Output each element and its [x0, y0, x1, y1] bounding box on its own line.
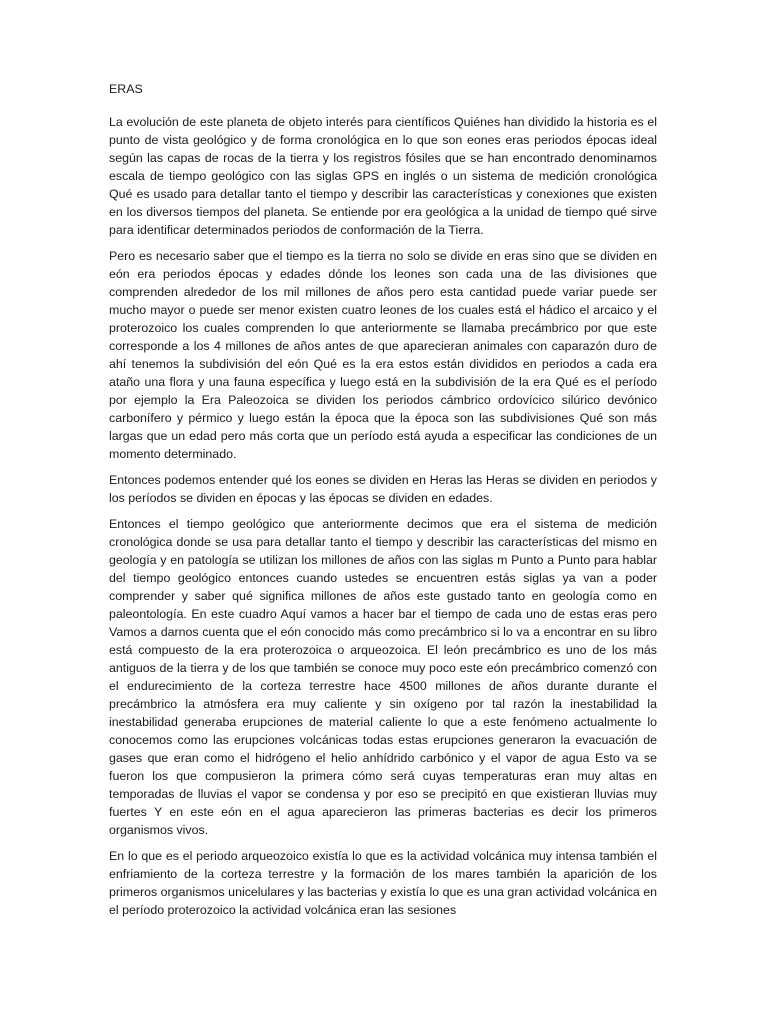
paragraph-3: Entonces podemos entender qué los eones se dividen en Heras las Heras se dividen en periodos y los períodos se dividen en épocas y las épocas se dividen en edades.	[109, 473, 657, 505]
document-body	[109, 80, 657, 927]
document-title: ERAS	[109, 82, 143, 96]
paragraph-5: En lo que es el periodo arqueozoico existía lo que es la actividad volcánica muy intensa también el enfriamiento de la corteza terrestre y la formación de los mares también la aparición de los primeros organismos unicelulares y las bacterias y existía lo que es una gran actividad volcánica en el período proterozoico la actividad volcánica eran las sesiones	[109, 849, 657, 917]
paragraph-2: Pero es necesario saber que el tiempo es la tierra no solo se divide en eras sino que se dividen en eón era periodos épocas y edades dónde los leones son cada una de las divisiones que comprenden alrededor de los mil millones de años pero esta cantidad puede variar puede ser mucho mayor o puede ser menor existen cuatro leones de los cuales está el hádico el arcaico y el proterozoico los cuales comprenden lo que anteriormente se llamaba precámbrico por que este corresponde a los 4 millones de años antes de que aparecieran animales con caparazón duro de ahí tenemos la subdivisión del eón Qué es la era estos están divididos en periodos a cada era ataño una flora y una fauna específica y luego está en la subdivisión de la era Qué es el período por ejemplo la Era Paleozoica se dividen los periodos cámbrico ordovícico silúrico devónico carbonífero y pérmico y luego están la época que la época son las subdivisiones Qué son más largas que un edad pero más corta que un período está ayuda a especificar las condiciones de un momento determinado.	[109, 249, 657, 461]
paragraph-1: La evolución de este planeta de objeto interés para científicos Quiénes han dividido la historia es el punto de vista geológico y de forma cronológica en lo que son eones eras periodos épocas ideal según las capas de rocas de la tierra y los registros fósiles que se han encontrado denominamos escala de tiempo geológico con las siglas GPS en inglés o un sistema de medición cronológica Qué es usado para detallar tanto el tiempo y describir las características y conexiones que existen en los diversos tiempos del planeta. Se entiende por era geológica a la unidad de tiempo qué sirve para identificar determinados periodos de conformación de la Tierra.	[109, 115, 657, 237]
paragraph-4: Entonces el tiempo geológico que anteriormente decimos que era el sistema de medición cronológica donde se usa para detallar tanto el tiempo y describir las características del mismo en geología y en patología se utilizan los millones de años con las siglas m Punto a Punto para hablar del tiempo geológico entonces cuando ustedes se encuentren estás siglas ya van a poder comprender y saber qué significa millones de años este gustado tanto en geología como en paleontología. En este cuadro Aquí vamos a hacer bar el tiempo de cada uno de estas eras pero Vamos a darnos cuenta que el eón conocido más como precámbrico si lo va a encontrar en su libro está compuesto de la era proterozoica o arqueozoica. El león precámbrico es uno de los más antiguos de la tierra y de los que también se conoce muy poco este eón precámbrico comenzó con el endurecimiento de la corteza terrestre hace 4500 millones de años durante durante el precámbrico la atmósfera era muy caliente y sin oxígeno por tal razón la inestabilidad la inestabilidad generaba erupciones de material caliente lo que a este fenómeno actualmente lo conocemos como las erupciones volcánicas todas estas erupciones generaron la evacuación de gases que eran como el hidrógeno el helio anhídrido carbónico y el vapor de agua Esto va se fueron los que compusieron la primera cómo será cuyas temperaturas eran muy altas en temporadas de lluvias el vapor se condensa y por eso se precipitó en que existieran lluvias muy fuertes Y en este eón en el agua aparecieron las primeras bacterias es decir los primeros organismos vivos.	[109, 517, 657, 837]
